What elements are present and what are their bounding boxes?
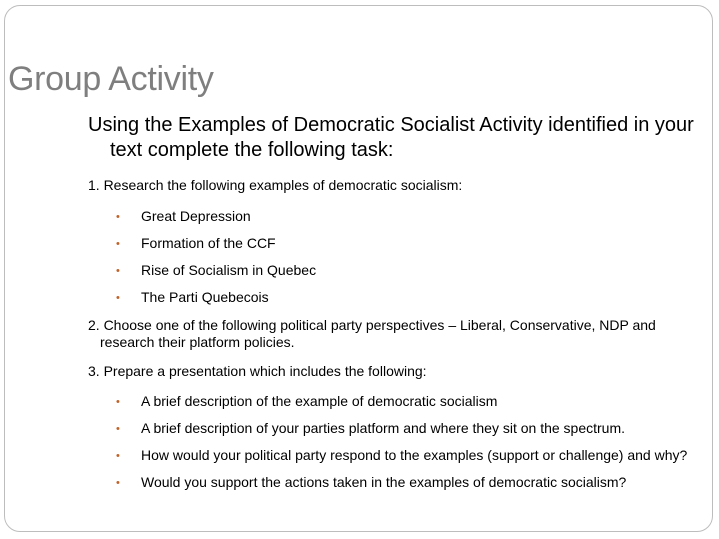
bullet-icon: • <box>116 423 120 435</box>
slide-body <box>88 113 700 491</box>
bullet-icon: • <box>116 477 120 489</box>
list-item <box>88 289 700 306</box>
step-1-text: 1. Research the following examples of democratic socialism: <box>88 177 463 193</box>
list-item-label: Great Depression <box>141 208 251 224</box>
bullet-icon: • <box>116 292 120 304</box>
list-item-label: Would you support the actions taken in the examples of democratic socialism? <box>141 474 627 490</box>
step-3-text: 3. Prepare a presentation which includes the following: <box>88 363 427 379</box>
list-item <box>88 420 700 437</box>
bullet-icon: • <box>116 265 120 277</box>
list-item-label: How would your political party respond to the examples (support or challenge) and why? <box>141 447 688 463</box>
list-item <box>88 447 700 464</box>
examples-list <box>88 208 700 306</box>
list-item <box>88 474 700 491</box>
list-item-label: Rise of Socialism in Quebec <box>141 262 317 278</box>
list-item-label: A brief description of your parties platform and where they sit on the spectrum. <box>141 420 626 436</box>
list-item-label: A brief description of the example of democratic socialism <box>141 393 498 409</box>
list-item <box>88 393 700 410</box>
bullet-icon: • <box>116 450 120 462</box>
list-item <box>88 235 700 252</box>
step-2-text: 2. Choose one of the following political party perspectives – Liberal, Conservative, NDP and research their platform policies. <box>88 317 656 350</box>
bullet-icon: • <box>116 211 120 223</box>
list-item <box>88 262 700 279</box>
task-heading: Using the Examples of Democratic Socialist Activity identified in your text complete the following task: <box>88 114 694 161</box>
list-item-label: The Parti Quebecois <box>141 289 269 305</box>
bullet-icon: • <box>116 396 120 408</box>
slide-title: Group Activity <box>8 60 214 98</box>
list-item <box>88 208 700 225</box>
bullet-icon: • <box>116 238 120 250</box>
requirements-list <box>88 393 700 491</box>
list-item-label: Formation of the CCF <box>141 235 276 251</box>
